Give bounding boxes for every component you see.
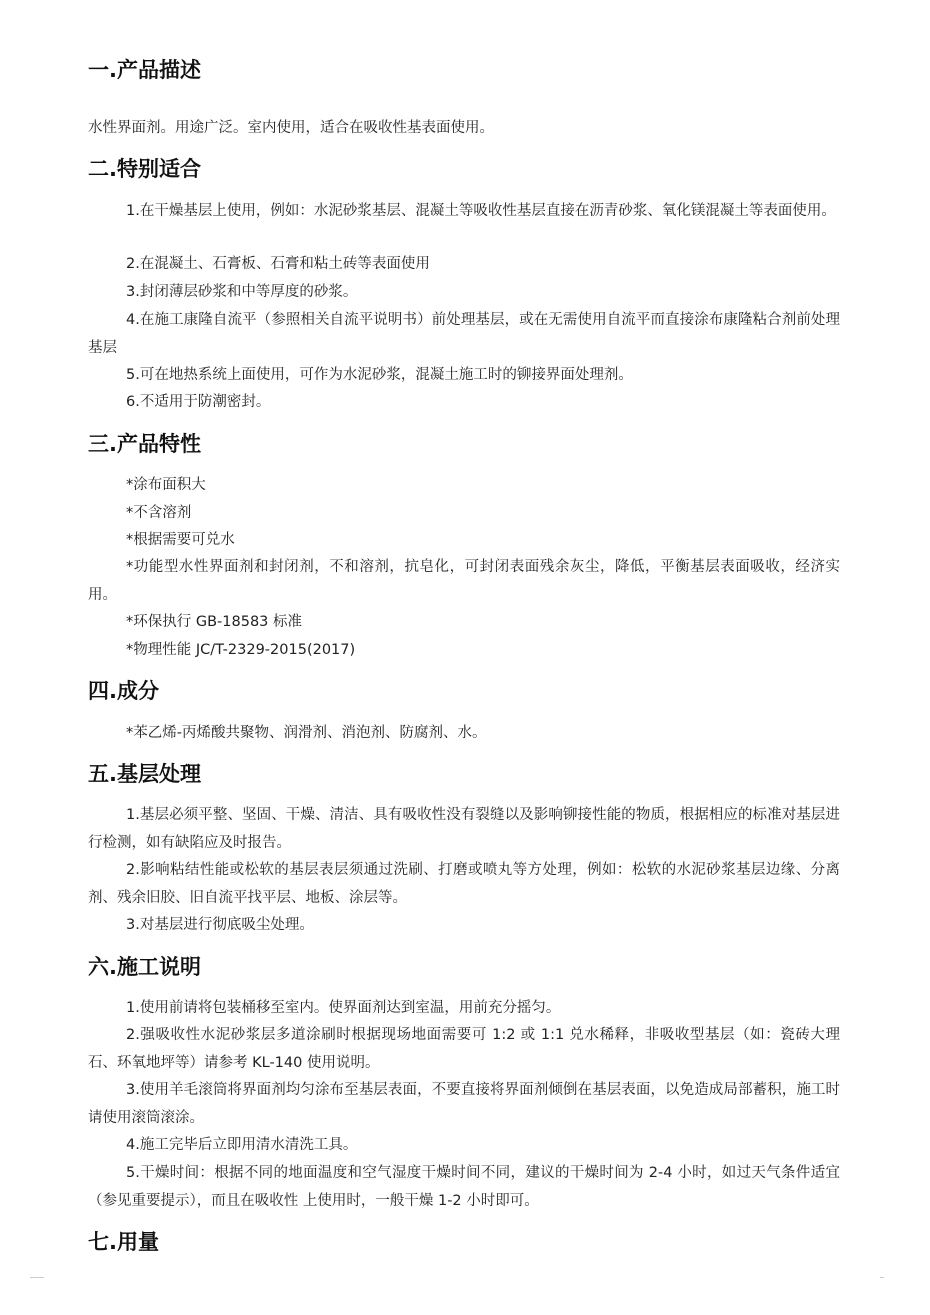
paragraph: 3.使用羊毛滚筒将界面剂均匀涂布至基层表面，不要直接将界面剂倾倒在基层表面，以免造成局部蓄积，施工时请使用滚筒滚涂。 bbox=[88, 1082, 840, 1126]
paragraph: *功能型水性界面剂和封闭剂，不和溶剂，抗皂化，可封闭表面残余灰尘，降低，平衡基层表面吸收，经济实用。 bbox=[88, 559, 840, 603]
paragraph: 水性界面剂。用途广泛。室内使用，适合在吸收性基表面使用。 bbox=[88, 120, 494, 136]
paragraph: *根据需要可兑水 bbox=[126, 532, 235, 548]
section-heading-application-instructions: 六.施工说明 bbox=[88, 955, 201, 979]
paragraph: *环保执行 GB-18583 标准 bbox=[126, 614, 303, 630]
paragraph: 5.干燥时间：根据不同的地面温度和空气湿度干燥时间不同，建议的干燥时间为 2-4 小时，如过天气条件适宜（参见重要提示），而且在吸收性 上使用时，一般干燥 1-2 小时即可。 bbox=[88, 1165, 840, 1209]
paragraph: 5.可在地热系统上面使用，可作为水泥砂浆，混凝土施工时的铆接界面处理剂。 bbox=[126, 367, 633, 383]
paragraph: *苯乙烯-丙烯酸共聚物、润滑剂、消泡剂、防腐剂、水。 bbox=[126, 725, 487, 741]
paragraph: 1.在干燥基层上使用，例如：水泥砂浆基层、混凝土等吸收性基层直接在沥青砂浆、氧化镁混凝土等表面使用。 bbox=[126, 203, 836, 219]
paragraph: 2.在混凝土、石膏板、石膏和粘土砖等表面使用 bbox=[126, 256, 430, 272]
page-corner-mark-left bbox=[30, 1277, 44, 1278]
paragraph: *涂布面积大 bbox=[126, 477, 206, 493]
section-heading-usage-amount: 七.用量 bbox=[88, 1230, 159, 1254]
paragraph: 2.强吸收性水泥砂浆层多道涂刷时根据现场地面需要可 1:2 或 1:1 兑水稀释，非吸收型基层（如：瓷砖大理石、环氧地坪等）请参考 KL-140 使用说明。 bbox=[88, 1027, 840, 1071]
paragraph: 4.在施工康隆自流平（参照相关自流平说明书）前处理基层，或在无需使用自流平而直接涂布康隆粘合剂前处理基层 bbox=[88, 312, 840, 356]
paragraph: 3.对基层进行彻底吸尘处理。 bbox=[126, 917, 314, 933]
paragraph: 1.使用前请将包装桶移至室内。使界面剂达到室温，用前充分摇匀。 bbox=[126, 1000, 561, 1016]
paragraph: 6.不适用于防潮密封。 bbox=[126, 394, 271, 410]
paragraph: 2.影响粘结性能或松软的基层表层须通过洗刷、打磨或喷丸等方处理，例如：松软的水泥砂浆基层边缘、分离剂、残余旧胶、旧自流平找平层、地板、涂层等。 bbox=[88, 862, 840, 906]
section-heading-product-features: 三.产品特性 bbox=[88, 432, 201, 456]
paragraph: *物理性能 JC/T-2329-2015(2017) bbox=[126, 642, 356, 658]
section-heading-substrate-preparation: 五.基层处理 bbox=[88, 762, 201, 786]
paragraph: 1.基层必须平整、坚固、干燥、清洁、具有吸收性没有裂缝以及影响铆接性能的物质，根据相应的标准对基层进行检测，如有缺陷应及时报告。 bbox=[88, 807, 840, 851]
section-heading-suitable-for: 二.特别适合 bbox=[88, 157, 201, 181]
paragraph: 4.施工完毕后立即用清水清洗工具。 bbox=[126, 1137, 358, 1153]
page-corner-mark-right bbox=[880, 1277, 884, 1278]
section-heading-ingredients: 四.成分 bbox=[88, 679, 159, 703]
paragraph: 3.封闭薄层砂浆和中等厚度的砂浆。 bbox=[126, 284, 358, 300]
paragraph: *不含溶剂 bbox=[126, 505, 192, 521]
section-heading-product-description: 一.产品描述 bbox=[88, 58, 201, 82]
